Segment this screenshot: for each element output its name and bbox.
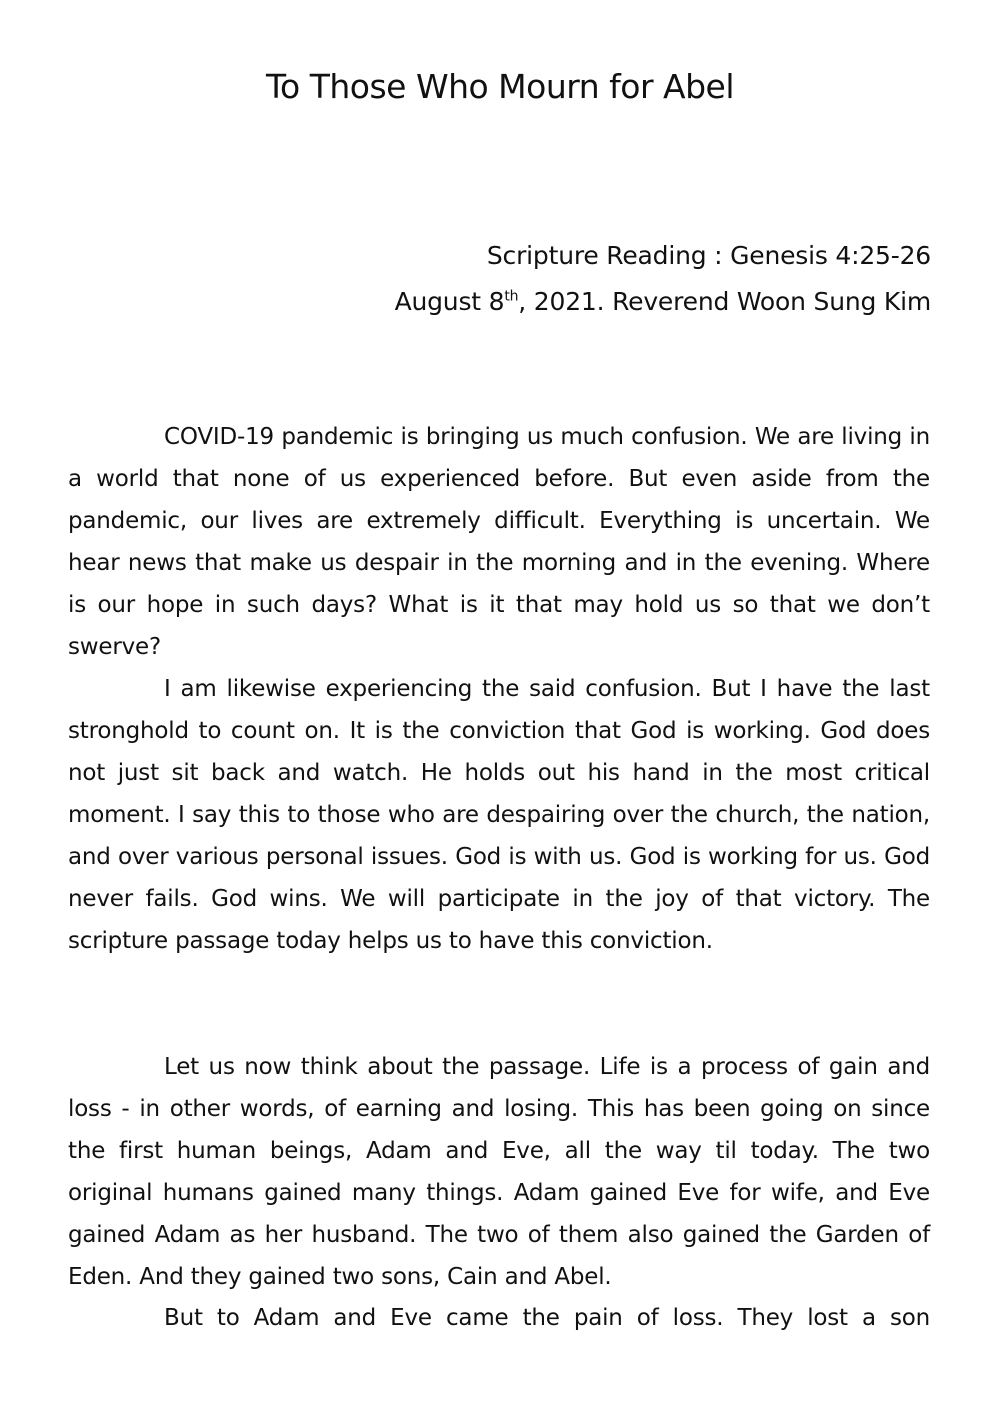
body-paragraph: I am likewise experiencing the said confusion. But I have the last stronghold to count on. It is the conviction that God is working. God does not just sit back and watch. He holds out his hand in the most critical moment. I say this to those who are despairing over the church, the nation, and over various personal issues. God is with us. God is working for us. God never fails. God wins. We will participate in the joy of that victory. The scripture passage today helps us to have this conviction. bbox=[68, 676, 930, 954]
sermon-meta bbox=[395, 233, 931, 325]
date-ordinal-suffix: th bbox=[504, 288, 519, 305]
date-prefix: August 8 bbox=[394, 287, 505, 316]
body-paragraph: COVID-19 pandemic is bringing us much confusion. We are living in a world that none of us experienced before. But even aside from the pandemic, our lives are extremely difficult. Everything is uncertain. We hear news that make us despair in the morning and in the evening. Where is our hope in such days? What is it that may hold us so that we don’t swerve? bbox=[68, 424, 930, 660]
scripture-reference: Scripture Reading : Genesis 4:25-26 bbox=[486, 241, 931, 270]
body-paragraph: Let us now think about the passage. Life is a process of gain and loss - in other words, of earning and losing. This has been going on since the first human beings, Adam and Eve, all the way til today. The two original humans gained many things. Adam gained Eve for wife, and Eve gained Adam as her husband. The two of them also gained the Garden of Eden. And they gained two sons, Cain and Abel. bbox=[68, 1054, 930, 1290]
date-author-suffix: , 2021. Reverend Woon Sung Kim bbox=[518, 287, 931, 316]
body-paragraph: But to Adam and Eve came the pain of loss. They lost a son bbox=[164, 1305, 930, 1331]
sermon-date-author bbox=[395, 279, 931, 325]
sermon-title: To Those Who Mourn for Abel bbox=[265, 67, 735, 106]
